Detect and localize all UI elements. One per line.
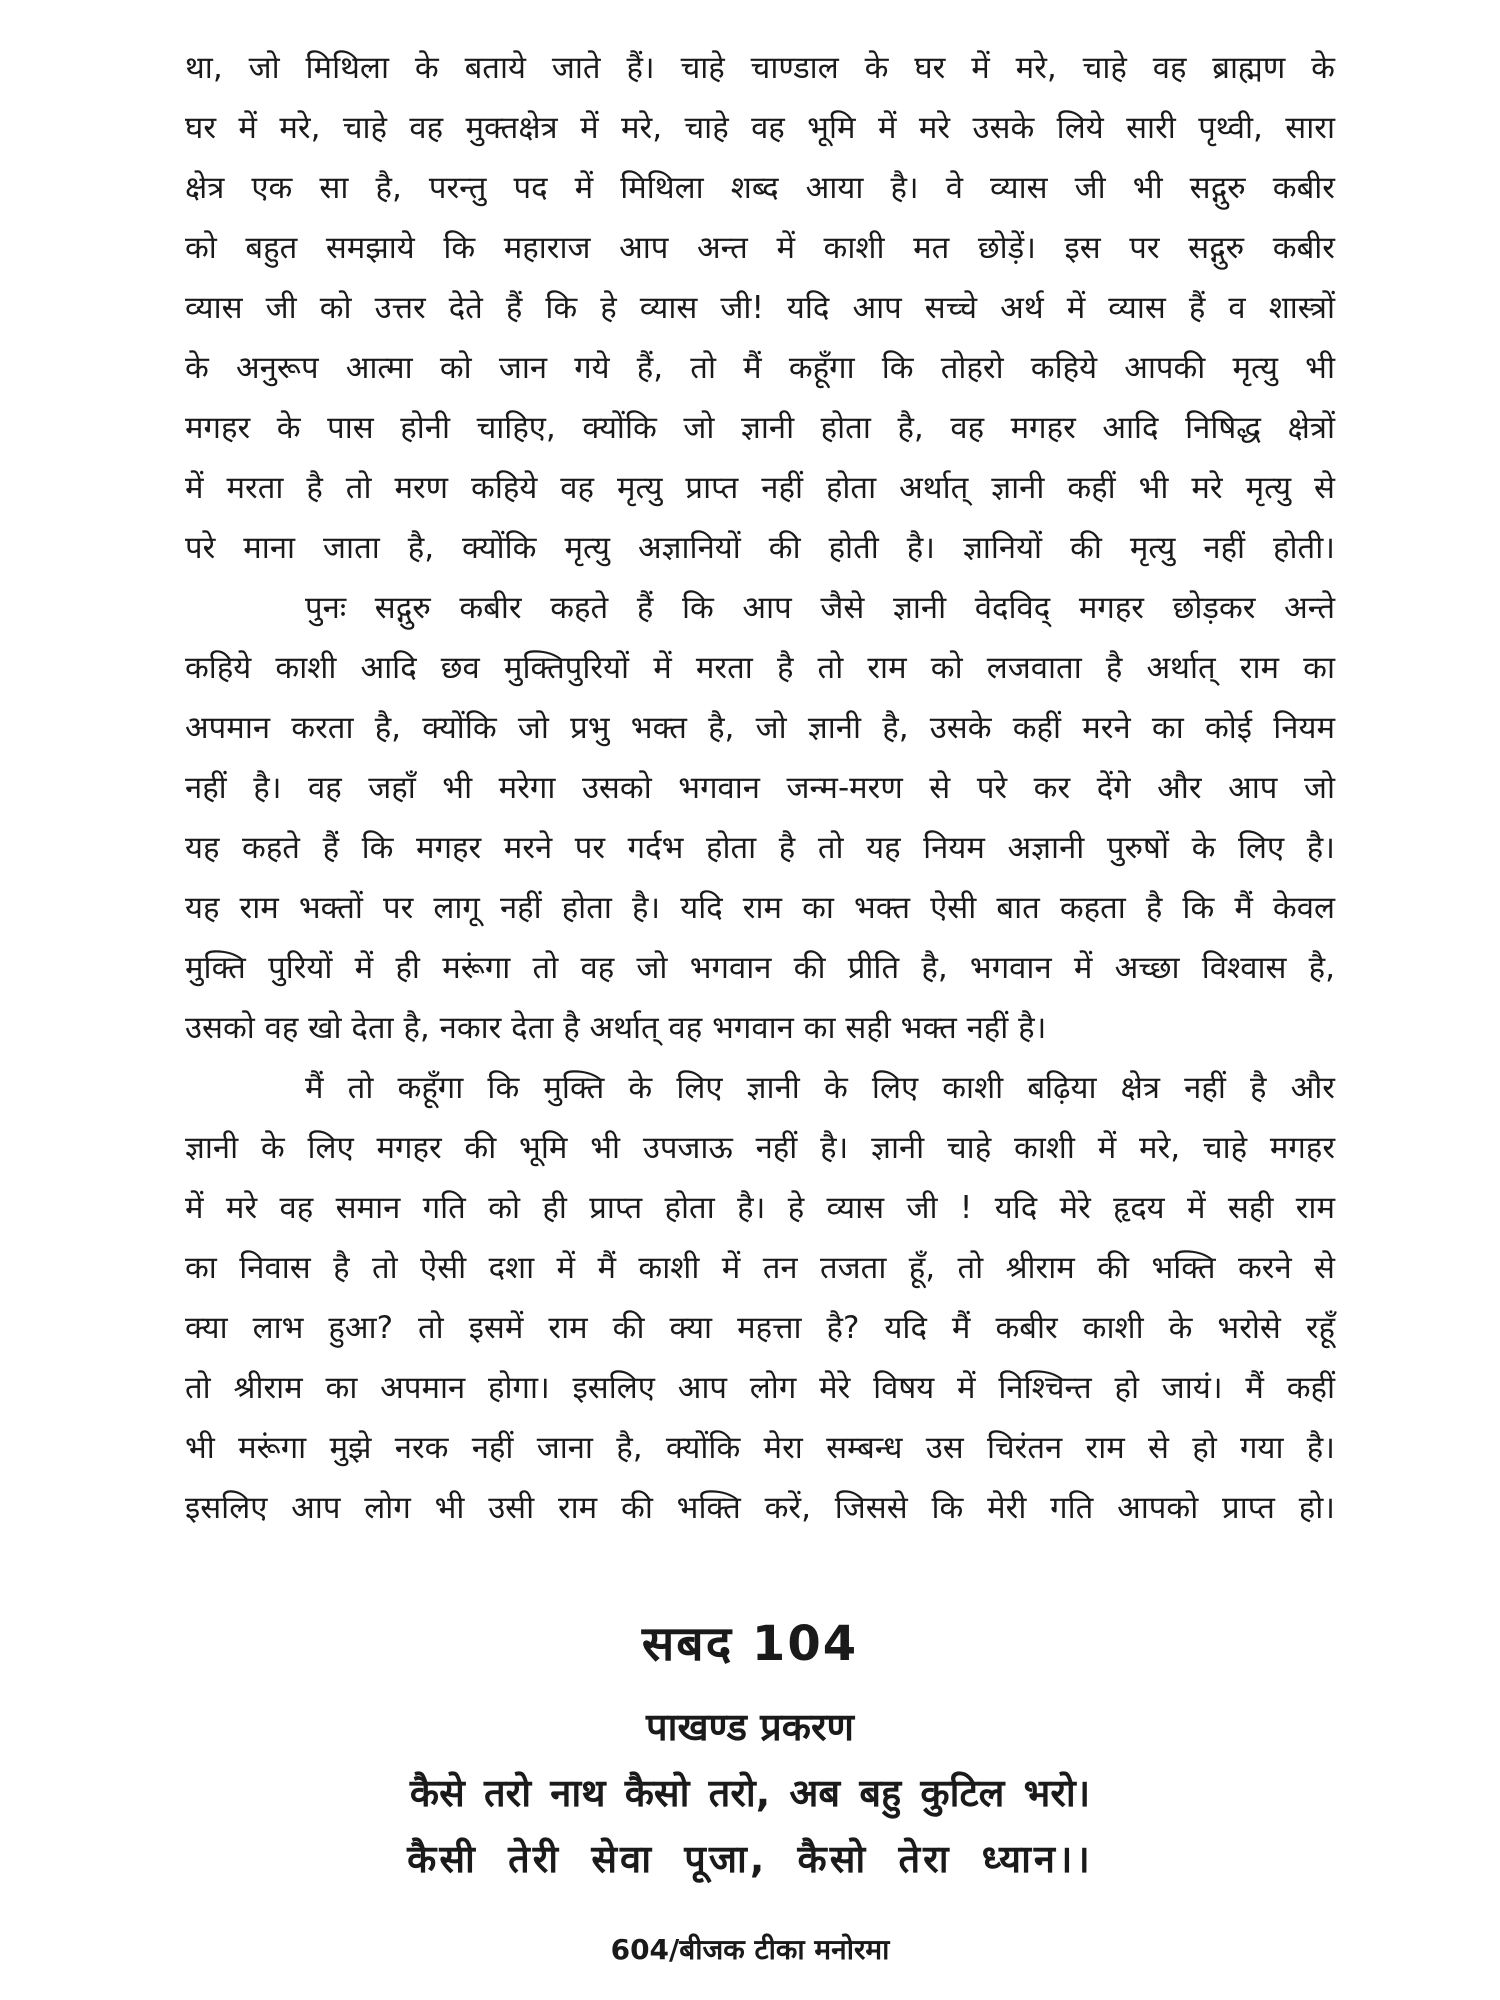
text-line: यह कहते हैं कि मगहर मरने पर गर्दभ होता है तो यह नियम अज्ञानी पुरुषों के लिए है। <box>185 830 1335 866</box>
text-line: कहिये काशी आदि छव मुक्तिपुरियों में मरता है तो राम को लजवाता है अर्थात् राम का <box>185 650 1335 686</box>
text-line: मैं तो कहूँगा कि मुक्ति के लिए ज्ञानी के लिए काशी बढ़िया क्षेत्र नहीं है और <box>305 1070 1335 1106</box>
text-line: अपमान करता है, क्योंकि जो प्रभु भक्त है, जो ज्ञानी है, उसके कहीं मरने का कोई नियम <box>185 710 1335 746</box>
text-line: का निवास है तो ऐसी दशा में मैं काशी में तन तजता हूँ, तो श्रीराम की भक्ति करने से <box>185 1250 1335 1286</box>
text-line: क्या लाभ हुआ? तो इसमें राम की क्या महत्ता है? यदि मैं कबीर काशी के भरोसे रहूँ <box>185 1310 1335 1346</box>
text-line: में मरे वह समान गति को ही प्राप्त होता है। हे व्यास जी ! यदि मेरे हृदय में सही राम <box>185 1190 1335 1226</box>
text-line: घर में मरे, चाहे वह मुक्तक्षेत्र में मरे, चाहे वह भूमि में मरे उसके लिये सारी पृथ्वी, सारा <box>185 110 1335 146</box>
text-line: क्षेत्र एक सा है, परन्तु पद में मिथिला शब्द आया है। वे व्यास जी भी सद्गुरु कबीर <box>185 170 1335 206</box>
text-line: यह राम भक्तों पर लागू नहीं होता है। यदि राम का भक्त ऐसी बात कहता है कि मैं केवल <box>185 890 1335 926</box>
text-line: मुक्ति पुरियों में ही मरूंगा तो वह जो भगवान की प्रीति है, भगवान में अच्छा विश्वास है, <box>185 950 1335 986</box>
verse-line: कैसे तरो नाथ कैसो तरो, अब बहु कुटिल भरो। <box>409 1771 1091 1815</box>
text-line: पुनः सद्गुरु कबीर कहते हैं कि आप जैसे ज्ञानी वेदविद् मगहर छोड़कर अन्ते <box>305 590 1335 626</box>
body-text <box>185 38 1335 1538</box>
text-line: उसको वह खो देता है, नकार देता है अर्थात् वह भगवान का सही भक्त नहीं है। <box>185 1010 1047 1046</box>
verse-line: कैसी तेरी सेवा पूजा, कैसो तेरा ध्यान।। <box>407 1837 1093 1881</box>
section-heading: पाखण्ड प्रकरण <box>646 1705 854 1749</box>
text-line: परे माना जाता है, क्योंकि मृत्यु अज्ञानियों की होती है। ज्ञानियों की मृत्यु नहीं होती। <box>185 530 1335 566</box>
text-line: व्यास जी को उत्तर देते हैं कि हे व्यास जी! यदि आप सच्चे अर्थ में व्यास हैं व शास्त्रों <box>185 290 1335 326</box>
text-line: में मरता है तो मरण कहिये वह मृत्यु प्राप्त नहीं होता अर्थात् ज्ञानी कहीं भी मरे मृत्यु से <box>185 470 1335 506</box>
sabad-heading: सबद 104 <box>641 1616 859 1672</box>
text-line: भी मरूंगा मुझे नरक नहीं जाना है, क्योंकि मेरा सम्बन्ध उस चिरंतन राम से हो गया है। <box>185 1430 1335 1466</box>
text-line: नहीं है। वह जहाँ भी मरेगा उसको भगवान जन्म-मरण से परे कर देंगे और आप जो <box>185 770 1335 806</box>
text-line: तो श्रीराम का अपमान होगा। इसलिए आप लोग मेरे विषय में निश्चिन्त हो जायं। मैं कहीं <box>185 1370 1335 1406</box>
text-line: मगहर के पास होनी चाहिए, क्योंकि जो ज्ञानी होता है, वह मगहर आदि निषिद्ध क्षेत्रों <box>185 410 1335 446</box>
text-line: था, जो मिथिला के बताये जाते हैं। चाहे चाण्डाल के घर में मरे, चाहे वह ब्राह्मण के <box>185 50 1335 86</box>
text-line: ज्ञानी के लिए मगहर की भूमि भी उपजाऊ नहीं है। ज्ञानी चाहे काशी में मरे, चाहे मगहर <box>185 1130 1335 1166</box>
text-line: के अनुरूप आत्मा को जान गये हैं, तो मैं कहूँगा कि तोहरो कहिये आपकी मृत्यु भी <box>185 350 1335 386</box>
text-line: इसलिए आप लोग भी उसी राम की भक्ति करें, जिससे कि मेरी गति आपको प्राप्त हो। <box>185 1490 1335 1526</box>
text-line: को बहुत समझाये कि महाराज आप अन्त में काशी मत छोड़ें। इस पर सद्गुरु कबीर <box>185 230 1335 266</box>
page-footer: 604/बीजक टीका मनोरमा <box>610 1933 890 1966</box>
